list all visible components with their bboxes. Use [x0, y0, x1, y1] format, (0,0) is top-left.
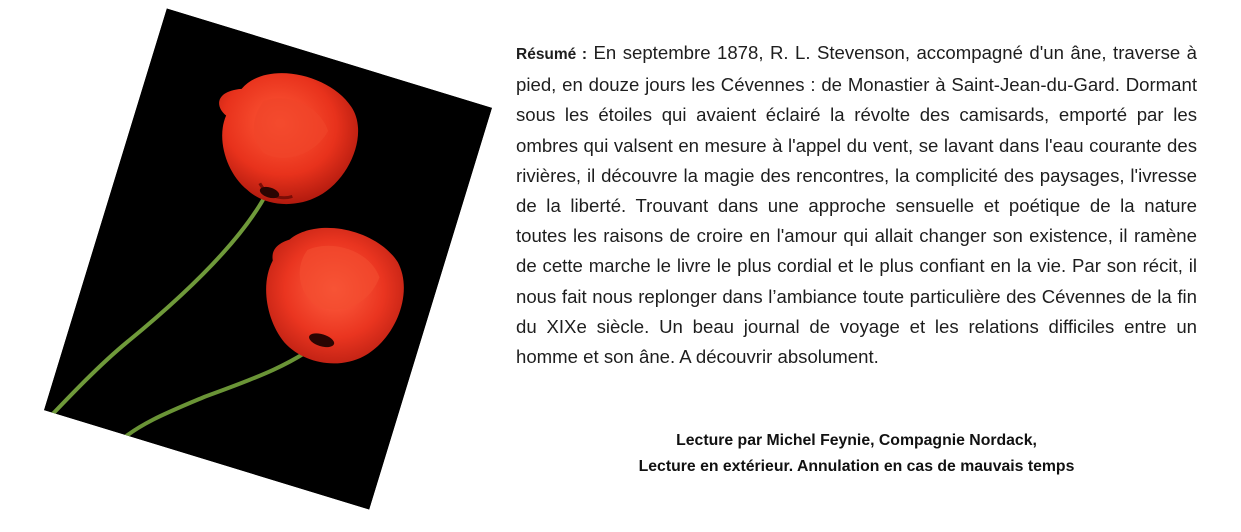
poppies-illustration [44, 8, 492, 509]
summary-label: Résumé : [516, 46, 588, 63]
credits-weather-line: Lecture en extérieur. Annulation en cas de mauvais temps [638, 458, 1075, 475]
credits-block [516, 428, 1197, 480]
summary-text: En septembre 1878, R. L. Stevenson, accompagné d'un âne, traverse à pied, en douze jours les Cévennes : de Monastier à Saint-Jean-du-Gard. Dormant sous les étoiles qui avaient éclairé la révolte des camisards, emporté par les ombres qui valsent en mesure à l'appel du vent, se lavant dans l'eau courante des rivières, il découvre la magie des rencontres, la complicité des paysages, l'ivresse de la liberté. Trouvant dans une approche sensuelle et poétique de la nature toutes les raisons de croire en l'amour qui allait changer son existence, il ramène de cette marche le livre le plus cordial et le plus confiant en la vie. Par son récit, il nous fait nous replonger dans l’ambiance toute particulière des Cévennes de la fin du XIXe siècle. Un beau journal de voyage et les relations difficiles entre un homme et son âne. A découvrir absolument. [516, 42, 1197, 368]
poppies-photo [44, 8, 492, 509]
credits-reader-line: Lecture par Michel Feynie, Compagnie Nordack, [676, 432, 1037, 449]
summary-paragraph [516, 38, 1197, 372]
